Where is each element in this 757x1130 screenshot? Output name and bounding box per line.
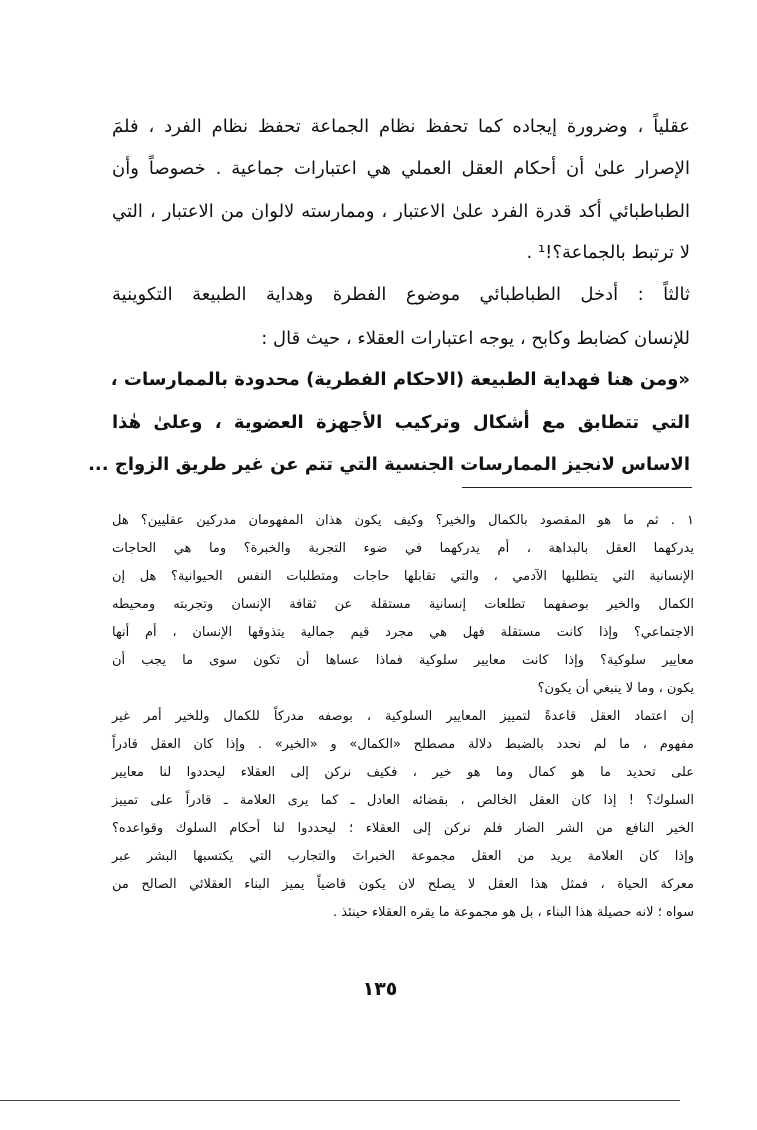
quote-line: التي تتطابق مع أشكال وتركيب الأجهزة العضوية ، وعلىٰ هٰذا (112, 412, 690, 433)
footnote-line: معايير سلوكية؟ وإذا كانت معايير سلوكية فماذا عساها أن تكون سوى ما يجب أن (112, 653, 694, 668)
footnote-line: يدركهما العقل بالبداهة ، أم يدركهما في ضوء التجربة والخبرة؟ وما هي الحاجات (112, 541, 694, 556)
quote-line: الاساس لانجيز الممارسات الجنسية التي تتم عن غير طريق الزواج ... (88, 454, 690, 475)
footnote-line: على تحديد ما هو كمال وما هو خير ، فكيف نركن إلى العقلاء ليحددوا لنا معايير (112, 765, 694, 780)
footnote-line: سواه ؛ لانه حصيلة هذا البناء ، بل هو مجموعة ما يقره العقلاء حينئذ . (332, 905, 694, 920)
page-number: ١٣٥ (362, 978, 398, 1000)
text-line: لا ترتبط بالجماعة؟!¹ . (526, 242, 690, 263)
text-line: للإنسان كضابط وكابح ، يوجه اعتبارات العقلاء ، حيث قال : (261, 328, 690, 349)
footnote-line: يكون ، وما لا ينبغي أن يكون؟ (537, 681, 694, 696)
footnote-line: مفهوم ، ما لم نحدد بالضبط دلالة مصطلح «الكمال» و «الخير» . وإذا كان العقل قادراً (112, 737, 694, 752)
footnote-line: إن اعتماد العقل قاعدةً لتمييز المعايير السلوكية ، بوصفه مدركاً للكمال وللخير أمر غير (112, 709, 694, 724)
text-line: عقلياً ، وضرورة إيجاده كما تحفظ نظام الجماعة تحفظ نظام الفرد ، فلمَ (112, 116, 690, 137)
footnote-line: معركة الحياة ، فمثل هذا العقل لا يصلح لان يكون قاضياً يميز البناء العقلائي الصالح من (112, 877, 694, 892)
footnote-line: الخير النافع من الشر الضار فلم نركن إلى العقلاء ؛ ليحددوا لنا أحكام السلوك وقواعده؟ (112, 821, 694, 836)
text-line: ثالثاً : أدخل الطباطبائي موضوع الفطرة وهداية الطبيعة التكوينية (112, 284, 690, 305)
scan-edge-line (0, 1100, 680, 1101)
footnote-line: وإذا كان العلامة يريد من العقل مجموعة الخبراتَ والتجارب التي يكتسبها البشر عبر (112, 849, 694, 864)
footnote-line: الاجتماعي؟ وإذا كانت مستقلة فهل هي مجرد قيم جمالية يتذوقها الإنسان ، أم أنها (112, 625, 694, 640)
footnote-line: السلوك؟ ! إذا كان العقل الخالص ، بقضائه العادل ـ كما يرى العلامة ـ قادراً على تمييز (112, 793, 694, 808)
text-line: الإصرار علىٰ أن أحكام العقل العملي هي اعتبارات جماعية . خصوصاً وأن (112, 158, 690, 179)
footnote-line: ١ . ثم ما هو المقصود بالكمال والخير؟ وكيف يكون هذان المفهومان مدركين عقليين؟ هل (112, 513, 694, 528)
footnote-divider (462, 487, 692, 488)
text-line: الطباطبائي أكد قدرة الفرد علىٰ الاعتبار ، وممارسته لالوان من الاعتبار ، التي (112, 201, 690, 222)
quote-line: «ومن هنا فهداية الطبيعة (الاحكام الفطرية) محدودة بالممارسات ، (110, 369, 690, 390)
footnote-line: الإنسانية التي يتطلبها الآدمي ، والتي تقابلها حاجات ومتطلبات النفس الحيوانية؟ هل إن (112, 569, 694, 584)
footnote-line: الكمال والخير بوصفهما تطلعات إنسانية مستقلة عن ثقافة الإنسان وتجربته ومحيطه (112, 597, 694, 612)
